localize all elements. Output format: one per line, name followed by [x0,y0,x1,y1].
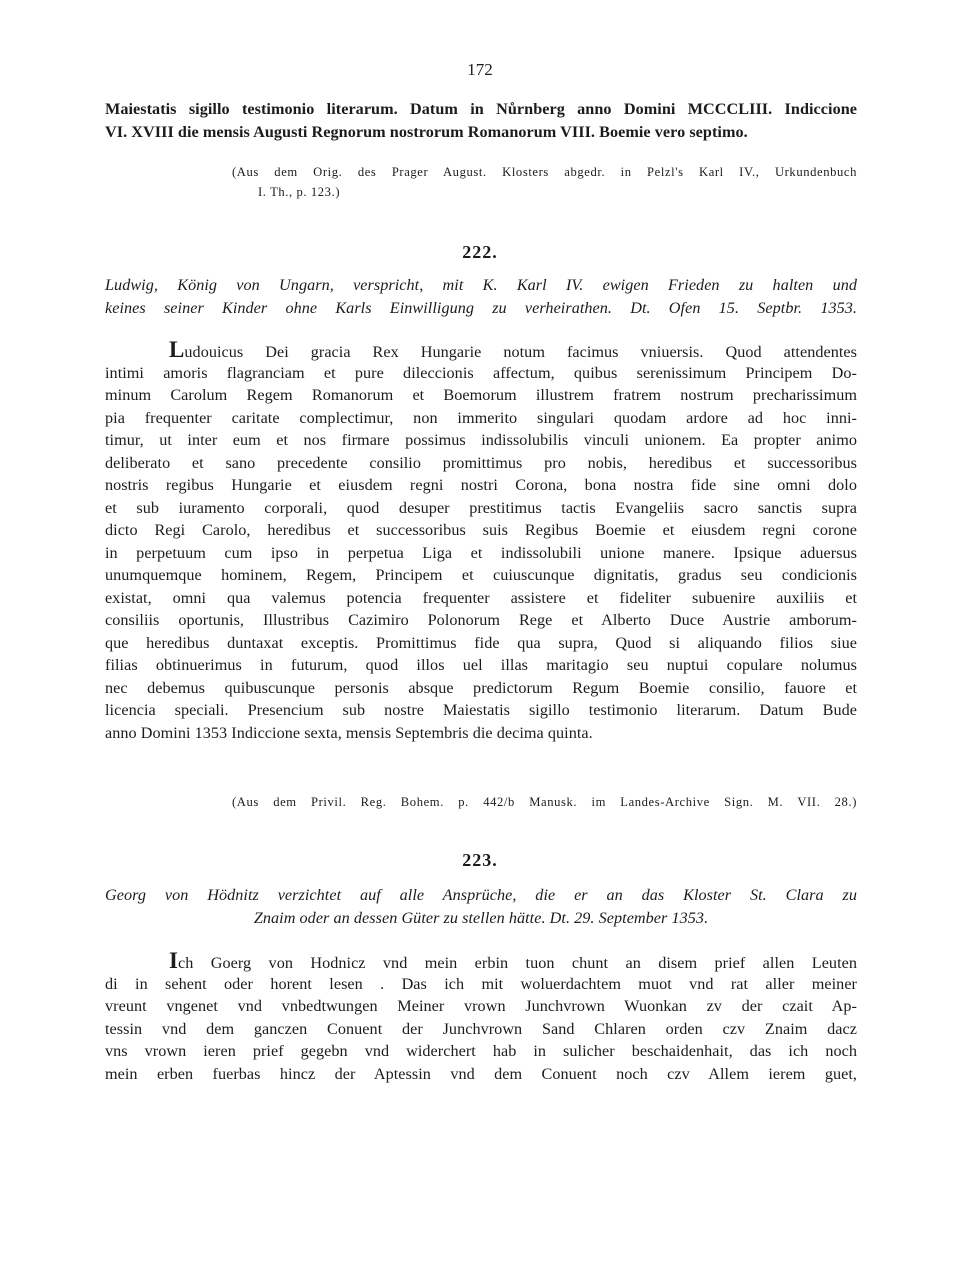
text-line: Maiestatis sigillo testimonio literarum. Datum in Nůrnberg anno Domini MCCCLIII. Indiccione [105,100,857,118]
heading-line: Znaim oder an dessen Güter zu stellen hätte. Dt. 29. September 1353. [253,909,709,927]
source-line: I. Th., p. 123.) [258,185,341,199]
document-heading [105,274,857,320]
text-line [105,339,857,362]
text-line [105,950,857,973]
continuation-text [105,98,857,143]
text-line: licencia speciali. Presencium sub nostre Maiestatis sigillo testimonio literarum. Datum Bude [105,701,857,719]
document-number: 223. [462,850,498,870]
text-line: unumquemque hominem, Regem, Principem et cuiuscunque dignitatis, gradus seu condicionis [105,566,857,584]
text-line: dicto Regi Carolo, heredibus et successoribus suis Regibus Boemie et eiusdem regni corone [105,521,857,539]
text-line-rest: ch Goerg von Hodnicz vnd mein erbin tuon chunt an disem prief allen Leuten [178,954,857,972]
text-line: existat, omni qua valemus potencia frequenter assistere et fideliter subuenire auxiliis et [105,588,857,607]
text-line: nec debemus quibuscunque personis absque predictorum Regum Boemie consilio, fauore et [105,678,857,697]
text-line: vreunt vngenet vnd vnbedtwungen Meiner vrown Junchvrown Wuonkan zv der czait Ap- [105,997,857,1015]
text-line: que heredibus duntaxat exceptis. Promittimus fide qua supra, Quod si aliquando filios siue [105,633,857,652]
heading-line: Georg von Hödnitz verzichtet auf alle Ansprüche, die er an das Kloster St. Clara zu [105,886,857,904]
text-line: mein erben fuerbas hincz der Aptessin vnd dem Conuent noch czv Allem ierem guet, [105,1064,857,1083]
text-line: pia frequenter caritate complectimur, non immerito singulari quodam ardore ad hoc inni- [105,408,857,427]
document-heading [105,884,857,930]
heading-line: Ludwig, König von Ungarn, verspricht, mit K. Karl IV. ewigen Frieden zu halten und [105,276,857,294]
page-number: 172 [467,60,493,79]
source-note [232,162,857,202]
text-line: consiliis oportunis, Illustribus Cazimiro Polonorum Rege et Alberto Duce Austrie amborum- [105,611,857,629]
text-line: nostris regibus Hungarie et eiusdem regni nostri Corona, bona nostra fide sine omni dolo [105,476,857,494]
text-line: et sub iuramento corporali, quod desuper prestitimus tactis Evangeliis sacro sanctis supra [105,498,857,517]
document-body [105,339,857,744]
initial-letter: L [169,337,185,362]
source-line: (Aus dem Orig. des Prager August. Klosters abgedr. in Pelzl's Karl IV., Urkundenbuch [232,165,857,179]
text-line: deliberato et sano precedente consilio promittimus pro nobis, heredibus et successoribus [105,453,857,472]
text-line: minum Carolum Regem Romanorum et Boemorum illustrem fratrem nostrum precharissimum [105,386,857,404]
text-line: VI. XVIII die mensis Augusti Regnorum nostrorum Romanorum VIII. Boemie vero septimo. [105,122,748,141]
text-line-rest: udouicus Dei gracia Rex Hungarie notum facimus vniuersis. Quod attendentes [184,343,857,361]
text-line: timur, ut inter eum et nos firmare possimus indissolubilis vinculi unionem. Ea propter animo [105,431,857,449]
source-note [232,792,857,812]
text-line: anno Domini 1353 Indiccione sexta, mensis Septembris die decima quinta. [105,723,593,742]
text-line: tessin vnd dem ganczen Conuent der Junchvrown Sand Chlaren orden czv Znaim dacz [105,1019,857,1038]
text-line: in perpetuum cum ipso in perpetua Liga et indissolubili unione manere. Ipsique aduersus [105,543,857,562]
document-number: 222. [462,242,498,262]
source-line: (Aus dem Privil. Reg. Bohem. p. 442/b Manusk. im Landes-Archive Sign. M. VII. 28.) [232,795,857,809]
text-line: di in sehent oder horent lesen . Das ich mit woluerdachtem muot vnd rat aller meiner [105,974,857,993]
heading-line: keines seiner Kinder ohne Karls Einwilligung zu verheirathen. Dt. Ofen 15. Septbr. 1353. [105,299,857,317]
document-body [105,950,857,1085]
text-line: filias obtinuerimus in futurum, quod illos uel illas maritagio seu nuptui copulare nolumus [105,656,857,674]
text-line: intimi amoris flagranciam et pure dileccionis affectum, quibus serenissimum Principem Do- [105,363,857,382]
text-line: vns vrown ieren prief gegebn vnd widerchert hab in sulicher beschaidenhait, das ich noch [105,1042,857,1060]
initial-letter: I [169,948,179,973]
